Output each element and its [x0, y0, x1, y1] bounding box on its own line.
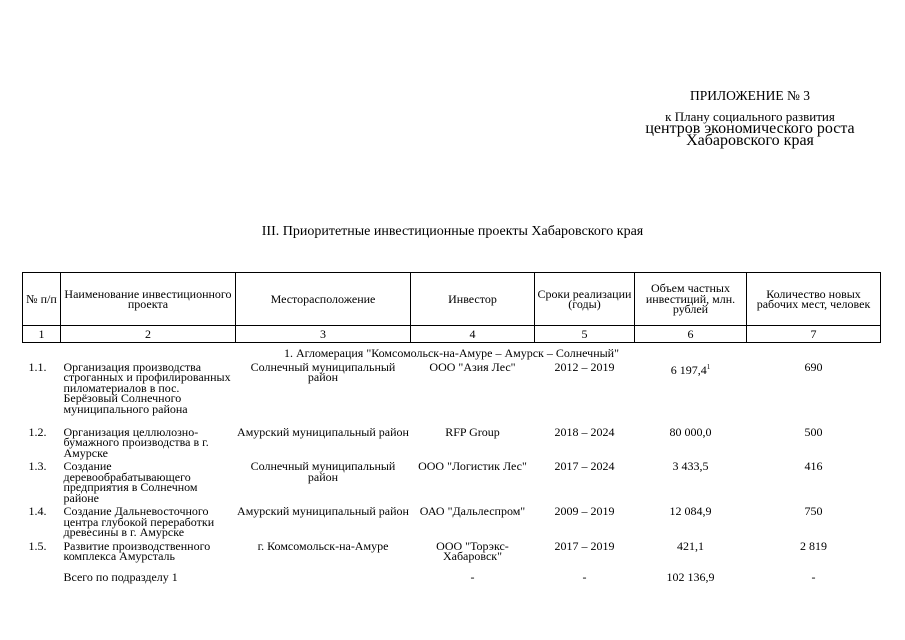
column-number: 1: [23, 326, 61, 343]
total-period: -: [582, 569, 587, 584]
header-investment: Объем частных инвестиций, млн. рублей: [635, 273, 747, 326]
row-jobs: 750: [804, 504, 823, 518]
row-project-name: Организация целлюлозно-бумажного производства в г. Амурске: [63, 424, 209, 460]
total-investment: 102 136,9: [666, 569, 715, 584]
row-period: 2012 – 2019: [554, 359, 615, 374]
total-label: Всего по подразделу 1: [63, 569, 178, 584]
total-location-empty: [236, 569, 411, 583]
table-row: [23, 359, 881, 424]
row-investment: 3 433,5: [672, 459, 709, 473]
column-number: 4: [411, 326, 535, 343]
column-number: 5: [535, 326, 635, 343]
row-location: Амурский муниципальный район: [237, 424, 409, 439]
projects-table: [22, 272, 881, 582]
row-period: 2018 – 2024: [554, 424, 615, 439]
table-row: [23, 503, 881, 538]
column-number: 7: [747, 326, 881, 343]
appendix-title: ПРИЛОЖЕНИЕ № 3: [689, 88, 811, 103]
row-investor: ООО "Торэкс-Хабаровск": [436, 538, 509, 563]
row-investor: ООО "Азия Лес": [429, 359, 516, 374]
header-period: Сроки реализации (годы): [535, 273, 635, 326]
appendix-line-3: Хабаровского края: [686, 132, 814, 149]
row-investment: 80 000,0: [669, 424, 712, 439]
section-title: III. Приоритетные инвестиционные проекты Хабаровского края: [261, 224, 644, 239]
header-location: Месторасположение: [236, 273, 411, 326]
group-title: 1. Агломерация "Комсомольск-на-Амуре – Амурск – Солнечный": [283, 346, 620, 360]
row-jobs: 690: [804, 359, 823, 374]
row-num: 1.5.: [28, 538, 47, 553]
row-project-name: Создание Дальневосточного центра глубокой переработки древесины в г. Амурске: [63, 504, 215, 539]
header-investor: Инвестор: [411, 273, 535, 326]
total-row: [23, 569, 881, 583]
row-jobs: 500: [804, 424, 823, 439]
row-investment: 12 084,9: [669, 504, 712, 518]
column-number: 2: [61, 326, 236, 343]
total-jobs: -: [811, 569, 816, 584]
appendix-line-1: к Плану социального развития: [665, 109, 835, 124]
row-investment-cell: [635, 359, 747, 424]
row-period: 2009 – 2019: [554, 504, 615, 518]
table-row: [23, 424, 881, 459]
total-investor: -: [470, 569, 475, 584]
row-num: 1.2.: [28, 424, 47, 439]
total-num-empty: [23, 569, 61, 583]
row-num: 1.3.: [28, 459, 47, 473]
row-investor: ОАО "Дальлеспром": [419, 504, 526, 518]
table-row: [23, 538, 881, 569]
row-location: г. Комсомольск-на-Амуре: [257, 538, 389, 553]
row-jobs: 2 819: [800, 538, 827, 553]
row-period: 2017 – 2019: [554, 538, 615, 553]
row-period: 2017 – 2024: [554, 459, 615, 473]
appendix-block: [600, 90, 900, 147]
table-row: [23, 458, 881, 503]
footnote-marker: 1: [706, 362, 711, 371]
row-location: Амурский муниципальный район: [237, 504, 409, 518]
row-location: Солнечный муниципальный район: [250, 359, 396, 384]
row-num: 1.4.: [28, 504, 47, 518]
row-location: Солнечный муниципальный район: [250, 459, 396, 484]
row-project-name: Создание деревообрабатывающего предприятия в Солнечном районе: [63, 459, 198, 505]
row-project-name: Организация производства строганных и профилированных пиломатериалов в пос. Берёзовый Солнечного муниципального района: [63, 359, 231, 416]
row-investment: 6 197,4: [670, 362, 707, 377]
row-investment: 421,1: [677, 538, 704, 553]
row-investor: ООО "Логистик Лес": [418, 459, 527, 473]
row-num: 1.1.: [28, 359, 47, 374]
appendix-line-2: центров экономического роста: [645, 120, 855, 137]
row-jobs: 416: [804, 459, 823, 473]
row-investor: RFP Group: [445, 424, 500, 439]
header-jobs: Количество новых рабочих мест, человек: [747, 273, 881, 326]
row-project-name: Развитие производственного комплекса Амурсталь: [63, 538, 211, 563]
header-project-name: Наименование инвестиционного проекта: [61, 273, 236, 326]
table-header: [23, 273, 881, 343]
header-num: № п/п: [23, 273, 61, 326]
column-number: 6: [635, 326, 747, 343]
column-number: 3: [236, 326, 411, 343]
